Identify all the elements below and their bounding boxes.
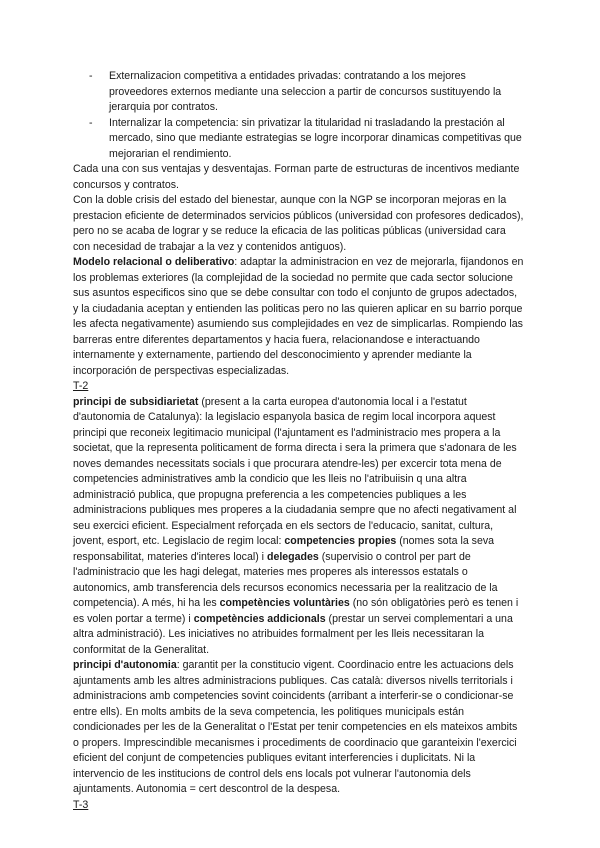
term-modelo-relacional: Modelo relacional o deliberativo — [73, 256, 235, 268]
paragraph-modelo-relacional — [73, 255, 525, 379]
term-delegades: delegades — [266, 550, 319, 563]
term-competencies-addicionals: competències addicionals — [193, 612, 326, 625]
list-item-text: Externalizacion competitiva a entidades privadas: contratando a los mejores proveedores externos mediante una seleccion a partir de concursos sustituyendo la jerarquia por contratos. — [109, 70, 502, 113]
section-heading-t3: T-3 — [73, 798, 89, 811]
list-item-text: Internalizar la competencia: sin privatizar la titularidad ni trasladando la prestación al mercado, sino que mediante estrategias se logre incorporar dinamicas competitivas que mejorarian el rendimiento. — [109, 116, 522, 160]
term-competencies-propies: competencies propies — [284, 535, 397, 547]
document-body — [73, 69, 525, 813]
paragraph-ventajas: Cada una con sus ventajas y desventajas. Forman parte de estructuras de incentivos mediante concursos y contratos. — [73, 163, 520, 191]
term-competencies-voluntaries: competències voluntàries — [219, 597, 350, 609]
subsidiarietat-text-2: (nomes sota la seva responsabilitat, materies d'interes local) i — [73, 535, 495, 563]
dash-bullet: - — [89, 116, 93, 129]
autonomia-text: : garantit per la constitucio vigent. Coordinacio entre les actuacions dels ajuntaments amb les altres administracions publiques. Cas català: diversos nivells territorials i administracions amb competencies sovint coincidents (arribant a interferir-se o condicionar-se entre ells). En molts ambits de la seva competencia, les politiques municipals están condicionades per les de la Generalitat o l'Estat per tenir competencies en els mateixos ambits o propers. Imprescindible mecanismes i procediments de coordinacio que garanteixin l'exercici eficient del conjunt de competencies publiques evitant interferencies i duplicitats. Ni la intervencio de les institucions de control dels ens locals pot vulnerar l'autonomia dels ajuntaments. Autonomia = cert descontrol de la despesa. — [73, 659, 518, 795]
section-heading-t2: T-2 — [73, 380, 89, 392]
dash-bullet: - — [89, 70, 93, 82]
list-item — [73, 116, 525, 163]
paragraph-crisis: Con la doble crisis del estado del bienestar, aunque con la NGP se incorporan mejoras en la prestacion eficiente de determinados servicios públicos (universidad con profesores dedicados), pero no se acaba de lograr y se reduce la eficacia de las politicas públicas (universidad cara con necesidad de trabajar a la vez y contenidos antiguos). — [73, 194, 524, 253]
subsidiarietat-text-4: (no són obligatòries però es tenen i es volen portar a terme) i — [73, 597, 519, 625]
subsidiarietat-text-1: (present a la carta europea d'autonomia local i a l'estatut d'autonomia de Catalunya): la legislacio espanyola basica de regim local incorpora aquest principi que reconeix legitimacio municipal (l'ajuntament es l'administracio mes propera a la societat, que la representa politicament de forma directa i sera la primera que s'adonara de les noves demandes necessitats socials i que procurara atendre-les) per excercir tota mena de competencies administratives amb la condicio que les lleis no l'atribuiisin q una altra administració publica, que propugna preferencia a les competencies publiques a les administracions publiques mes properes a la ciudadania sempre que no afecti negativament al seu exercici eficient. Especialment reforçada en els sectors de l'educacio, sanitat, cultura, jovent, esport, etc. Legislacio de regim local: — [73, 395, 517, 547]
term-autonomia: principi d'autonomia — [73, 659, 177, 671]
term-subsidiarietat: principi de subsidiarietat — [73, 395, 199, 408]
bullet-list — [73, 69, 525, 162]
paragraph-subsidiarietat — [73, 395, 525, 659]
modelo-relacional-text: : adaptar la administracion en vez de mejorarla, fijandonos en los problemas exteriores (la complejidad de la sociedad no permite que cada sector solucione sus asuntos especificos sino que se debe consultar con todo el conjunto de grupos adectados, y la ciudadania aceptan y entienden las politicas pero no las quieren aplicar en su barrio porque les afecta negativamente) asumiendo sus complejidades en vez de simplicarlas. Rompiendo las barreras entre diferentes departamentos y hacia fuera, relacionandose e interactuando internamente y externamente, partiendo del desconocimiento y aprender mediante la incorporación de perspectivas especializadas. — [73, 256, 524, 377]
subsidiarietat-text-3: (supervisio o control per part de l'administracio que les hagi delegat, materies mes properes als interessos estatals o autonomics, amb transferencia dels recursos economics necessaria per la realitzacio de la competencia). A més, hi ha les — [73, 550, 498, 609]
paragraph-autonomia — [73, 658, 525, 798]
subsidiarietat-text-5: (prestar un servei complementari a una altra administració). Les iniciatives no atribuides formalment per les lleis necessitaran la conformitat de la Generalitat. — [73, 612, 513, 656]
list-item — [73, 69, 525, 116]
